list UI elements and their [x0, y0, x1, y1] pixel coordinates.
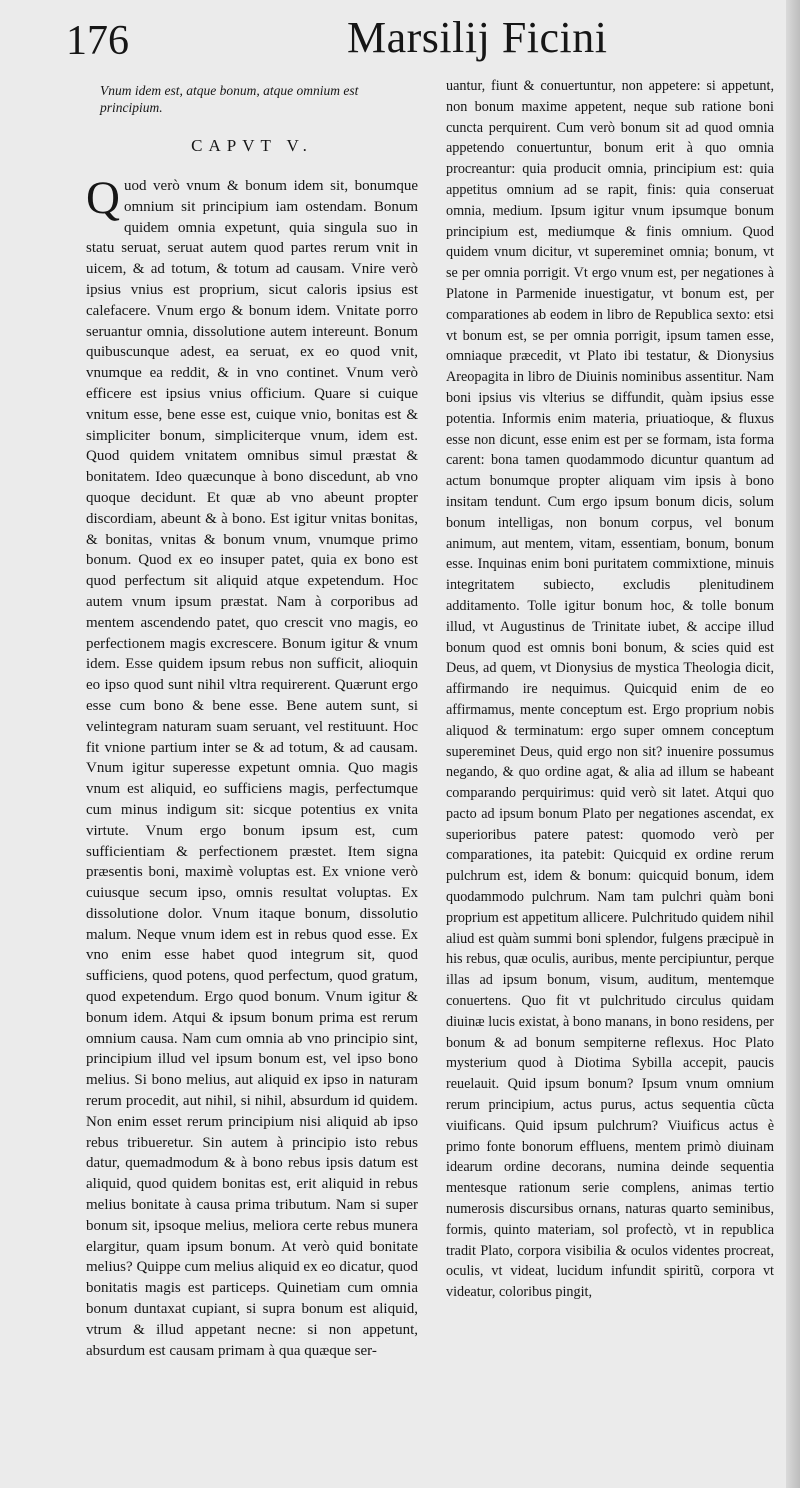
- running-title: Marsilij Ficini: [347, 13, 608, 62]
- right-column: [446, 76, 774, 1303]
- left-column-text-block: [86, 172, 418, 1361]
- left-column-text: uod verò vnum & bonum idem sit, bonumque omnium sit principium iam ostendam. Bonum quidem omnia expetunt, quia singula suo in statu seruat, seruat autem quod partes rerum vnit in uicem, & ad totum, & totum ad causam. Vnire verò ipsius vnius est proprium, sicut caloris ipsius est calefacere. Vnum ergo & bonum idem. Vnitate porro seruantur omnia, dissolutione autem intereunt. Bonum quibuscunque adest, ea seruat, ex eo quod vnit, vnumque ea reddit, & in vno continet. Vnum verò efficere est ipsius vnius officium. Quare si cuique vnitum esse, bene esse est, cuique vnio, bonitas est & simpliciter bonum, simpliciterque vnum, idem est. Quod quidem vnitatem omnibus simul præstat & bonitatem. Ideo quæcunque à bono discedunt, ab vno quoque decidunt. Et quæ ab vno abeunt propter discordiam, abeunt & à bono. Est igitur vnitas bonitas, & bonitas, vnitas & bonum vnum, vnumque primo bonum. Quod ex eo insuper patet, quia ex bono est quod perfectum sit aliquid atque expetendum. Hoc autem vnum ipsum præstat. Nam à corporibus ad mentem ascendendo patet, quo crescit vno magis, eo perfectionem magis excrescere. Bonum igitur & vnum idem. Esse quidem ipsum rebus non sufficit, alioquin eo ipso quod sunt nihil vltra requirerent. Quærunt ergo esse cum bono & bene esse. Bene autem sunt, si velintegram naturam suam seruant, vel restituunt. Hoc fit vnione partium inter se & ad totum, & ad causam. Vnum igitur superesse expetunt omnia. Quo magis vnum est aliquid, eo sufficiens magis, perfectumque cum minus indigum sit: sicque potentius ex vnita virtute. Vnum ergo bonum ipsum est, cum sufficientiam & perfectionem præstet. Item signa præsentis boni, maximè voluptas est. Ex vnione verò cuiusque secum ipso, omnis resultat voluptas. Ex dissolutione dolor. Vnum itaque bonum, dissolutio malum. Neque vnum idem est in rebus quod esse. Ex vno enim esse habet quod integrum sit, quod sufficiens, quod potens, quod perfectum, quod gratum, quod expetendum. Ergo quod bonum. Vnum igitur & bonum idem. Atqui & ipsum bonum prima est rerum omnium causa. Nam cum omnia ab vno principio sint, principium illud vel ipsum bonum est, vel ipso bono melius. Si bono melius, aut aliquid ex ipso in naturam rerum procedit, aut nihil, si nihil, absurdum id quidem. Non enim esset rerum principium nisi aliquid ab ipso rebus tribueretur. Sin autem à principio isto rebus datur, quemadmodum & à bono rebus ipsis datum est aliquid, quod quidem bonitas est, erit aliquid in rebus melius bonitate à causa prima tributum. Nam si super bonum sit, ipsoque melius, meliora certe rebus munera elargitur, quam ipsum bonum. At verò quid bonitate melius? Quippe cum melius aliquid ex eo dicatur, quod bonitatis magis est particeps. Quinetiam cum omnia bonum duntaxat cupiant, si supra bonum est aliquid, vtrum & illud appetant necne: si non appetunt, absurdum est causam primam à qua quæque ser-: [86, 178, 418, 1359]
- drop-cap: Q: [86, 172, 120, 224]
- right-column-text: uantur, fiunt & conuertuntur, non appetere: si appetunt, non bonum maxime appetent, neque sub ratione boni cuncta perquirent. Cum verò bonum sit ad quod omnia appetendo conuertuntur, bonum erit à quo omnia procreantur: quia producit omnia, principium est: quia appetitus omnium ad se rapit, finis: quia conseruat omnia, medium. Ipsum igitur vnum ipsumque bonum principium est, mediumque & finis omnium. Quod quidem vnum dicitur, vt supereminet omnia; bonum, vt se per omnia porrigit. Vt ergo vnum est, per negationes à Platone in Parmenide inuestigatur, vt bonum est, per comparationes ab eodem in libro de Republica sexto: etsi vt bonum est, se per omnia porrigit, ipsum tamen esse, omniaque præcedit, vt Plato ibi testatur, & Dionysius Areopagita in libro de Diuinis nominibus assentitur. Nam boni ipsius vis vlterius se diffundit, quàm ipsius esse potentia. Informis enim materia, priuatioque, & fluxus esse non dicunt, esse enim est per se formam, ista forma carent: bona tamen quodammodo dicuntur quantum ad actum bonumque propter aliquam vim ipsis à bono insitam tendunt. Cum ergo ipsum bonum dicis, solum bonum intelligas, non bonum corpus, vel bonum animum, aut mentem, vitam, essentiam, bonum, bonum esse. Inquinas enim boni puritatem commixtione, minuis integritatem subiecto, excludis plenitudinem additamento. Tolle igitur bonum hoc, & tolle bonum illud, vt Augustinus de Trinitate iubet, & accipe illud bonum quod est omnis boni bonum, & scies quid est Deus, ad quem, vt Dionysius de mystica Theologia dicit, affirmando ire nequimus. Quicquid enim de eo affirmamus, mente conceptum est. Ergo proprium nobis aliquod & terminatum: ergo super omnem conceptum supereminet Deus, quid ergo non sit? inuenire possumus negando, & quo ordine agat, & alia ad illum se habeant comparando perquirimus: quid verò sit latet. Atqui quo pacto ad ipsum bonum Plato per negationes ascendat, ex superioribus patere patest: quomodo verò per comparationes, ita patebit: Quicquid ex ordine rerum pulchrum est, idem & bonum: quicquid bonum, idem quodammodo pulchrum. Nam tam pulchri quàm boni proprium est appetitum allicere. Pulchritudo quidem nihil aliud est quàm summi boni splendor, fulgens præcipuè in his rebus, quæ oculis, auribus, mente percipiuntur, perque illas ad ipsum bonum, visum, auditum, mentemque conuertens. Quo fit vt pulchritudo circulus quidam diuinæ lucis existat, à bono manans, in bono residens, per bonum & ad bonum sempiterne reflexus. Hoc Plato mysterium quod à Diotima Sybilla accepit, paucis reuelauit. Quid ipsum bonum? Ipsum vnum omnium rerum principium, actus purus, actus sequentia cũcta viuificans. Quid ipsum pulchrum? Viuificus actus è primo fonte bonorum effluens, mentem primò diuinam idearum ordine decorans, numina deinde sequentia mentesque rationum serie complens, animas tertio numerosis discursibus ornans, naturas quarto seminibus, formis, quinto materiam, sol profectò, vt in republica tradit Plato, corpora visibilia & oculos videntes procreat, oculis, vt videat, lucidum infundit spiritũ, corpora vt videatur, coloribus pingit,: [446, 78, 774, 1301]
- chapter-heading: CAPVT V.: [191, 136, 313, 155]
- page-edge-shadow: [786, 0, 800, 1488]
- left-column: [86, 76, 418, 1361]
- page-number: 176: [66, 18, 129, 64]
- chapter-subtitle: Vnum idem est, atque bonum, atque omnium est principium.: [100, 83, 359, 115]
